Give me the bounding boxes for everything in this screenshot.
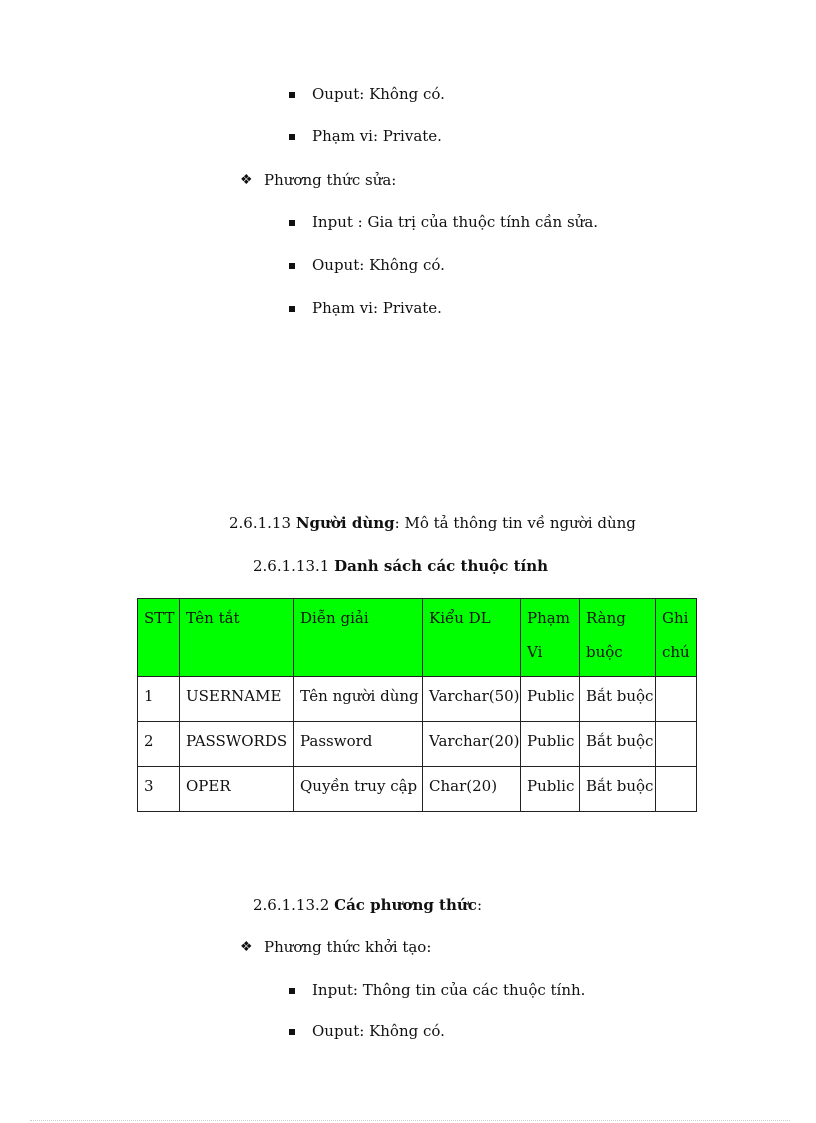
method-init-output: Ouput: Không có. [312,1022,445,1040]
table-cell: Varchar(50) [423,677,521,722]
table-cell: 1 [138,677,180,722]
table-row [138,677,697,722]
header-cell: Tên tắt [180,599,294,677]
square-bullet-icon [289,988,295,994]
attributes-table [137,598,697,812]
header-cell: Diễn giải [294,599,423,677]
table-cell: OPER [180,767,294,812]
table-cell: Public [521,677,580,722]
page-bottom-divider [30,1120,790,1121]
subsection-number: 2.6.1.13.1 [253,557,330,575]
method-edit-output: Ouput: Không có. [312,256,445,274]
header-cell: STT [138,599,180,677]
table-row [138,767,697,812]
table-cell: Quyền truy cập [294,767,423,812]
square-bullet-icon [289,1029,295,1035]
method-init-heading: Phương thức khởi tạo: [264,938,432,956]
table-header-row [138,599,697,677]
table-cell: 3 [138,767,180,812]
table-row [138,722,697,767]
subsection-number: 2.6.1.13.2 [253,896,330,914]
table-cell [656,722,697,767]
square-bullet-icon [289,306,295,312]
table-cell: Password [294,722,423,767]
section-number: 2.6.1.13 [229,514,292,532]
square-bullet-icon [289,263,295,269]
header-cell: Ràng buộc [580,599,656,677]
table-cell: 2 [138,722,180,767]
subsection-suffix: : [476,896,482,914]
square-bullet-icon [289,220,295,226]
method-init-input: Input: Thông tin của các thuộc tính. [312,981,586,999]
bullet-scope: Phạm vi: Private. [312,127,442,145]
subsection-methods-heading [253,896,482,914]
diamond-bullet-icon: ❖ [240,939,253,955]
section-heading [229,514,636,532]
header-cell: Ghi chú [656,599,697,677]
table-cell: Bắt buộc [580,677,656,722]
table-cell: Public [521,767,580,812]
method-edit-heading: Phương thức sửa: [264,171,397,189]
subsection-title: Các phương thức [334,896,477,914]
subsection-title: Danh sách các thuộc tính [334,557,549,575]
table-cell: Bắt buộc [580,722,656,767]
section-description: : Mô tả thông tin về người dùng [394,514,636,532]
subsection-attributes-heading [253,557,548,575]
table-cell: Char(20) [423,767,521,812]
table-cell: Tên người dùng [294,677,423,722]
header-cell: Phạm Vi [521,599,580,677]
table-cell: Bắt buộc [580,767,656,812]
method-edit-scope: Phạm vi: Private. [312,299,442,317]
header-cell: Kiểu DL [423,599,521,677]
table-cell: Varchar(20) [423,722,521,767]
square-bullet-icon [289,92,295,98]
table-cell: Public [521,722,580,767]
diamond-bullet-icon: ❖ [240,172,253,188]
table-cell: PASSWORDS [180,722,294,767]
square-bullet-icon [289,134,295,140]
table-cell [656,767,697,812]
section-title: Người dùng [295,514,395,532]
method-edit-input: Input : Gia trị của thuộc tính cần sửa. [312,213,599,231]
table-cell [656,677,697,722]
bullet-output: Ouput: Không có. [312,85,445,103]
table-cell: USERNAME [180,677,294,722]
